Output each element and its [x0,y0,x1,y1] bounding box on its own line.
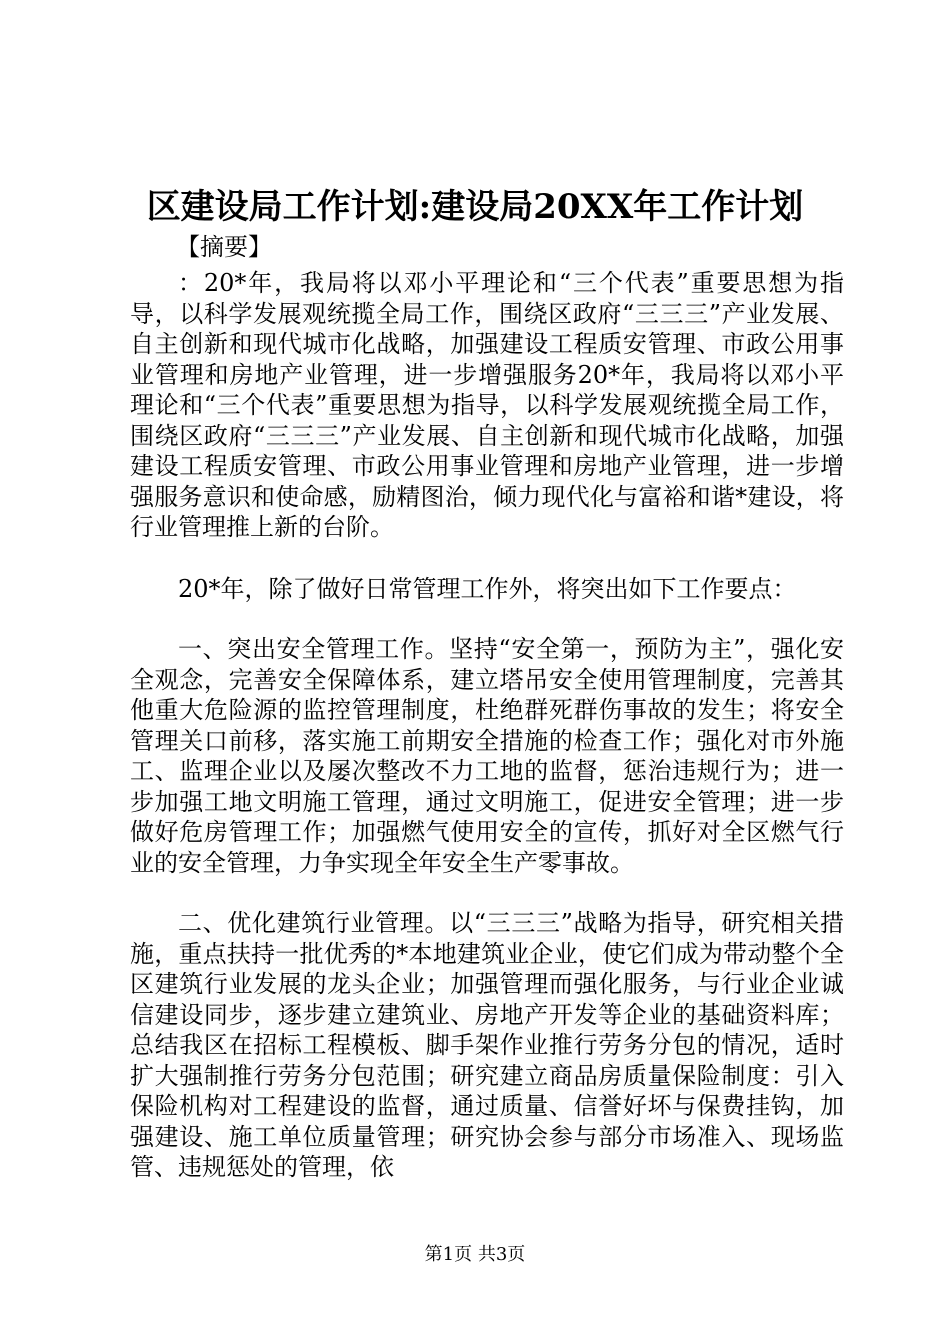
abstract-paragraph: ：20*年，我局将以邓小平理论和“三个代表”重要思想为指导，以科学发展观统揽全局工作，围绕区政府“三三三”产业发展、自主创新和现代城市化战略，加强建设工程质安管理、市政公用事业管理和房地产业管理，进一步增强服务20*年，我局将以邓小平理论和“三个代表”重要思想为指导，以科学发展观统揽全局工作，围绕区政府“三三三”产业发展、自主创新和现代城市化战略，加强建设工程质安管理、市政公用事业管理和房地产业管理，进一步增强服务意识和使命感，励精图治，倾力现代化与富裕和谐*建设，将行业管理推上新的台阶。 [130,269,844,541]
abstract-label: 【摘要】 [176,233,272,261]
construction-industry-paragraph: 二、优化建筑行业管理。以“三三三”战略为指导，研究相关措施，重点扶持一批优秀的*本地建筑业企业，使它们成为带动整个全区建筑行业发展的龙头企业；加强管理而强化服务，与行业企业诚信建设同步，逐步建立建筑业、房地产开发等企业的基础资料库；总结我区在招标工程模板、脚手架作业推行劳务分包的情况，适时扩大强制推行劳务分包范围；研究建立商品房质量保险制度：引入保险机构对工程建设的监督，通过质量、信誉好坏与保费挂钩，加强建设、施工单位质量管理；研究协会参与部分市场准入、现场监管、违规惩处的管理，依 [130,909,844,1181]
document-title: 区建设局工作计划:建设局20XX年工作计划 [146,187,804,227]
work-points-intro-paragraph: 20*年，除了做好日常管理工作外，将突出如下工作要点： [178,575,797,603]
safety-management-paragraph: 一、突出安全管理工作。坚持“安全第一，预防为主”，强化安全观念，完善安全保障体系，建立塔吊安全使用管理制度，完善其他重大危险源的监控管理制度，杜绝群死群伤事故的发生；将安全管理关口前移，落实施工前期安全措施的检查工作；强化对市外施工、监理企业以及屡次整改不力工地的监督，惩治违规行为；进一步加强工地文明施工管理，通过文明施工，促进安全管理；进一步做好危房管理工作；加强燃气使用安全的宣传，抓好对全区燃气行业的安全管理，力争实现全年安全生产零事故。 [130,635,844,877]
page-footer: 第1页 共3页 [424,1244,526,1265]
